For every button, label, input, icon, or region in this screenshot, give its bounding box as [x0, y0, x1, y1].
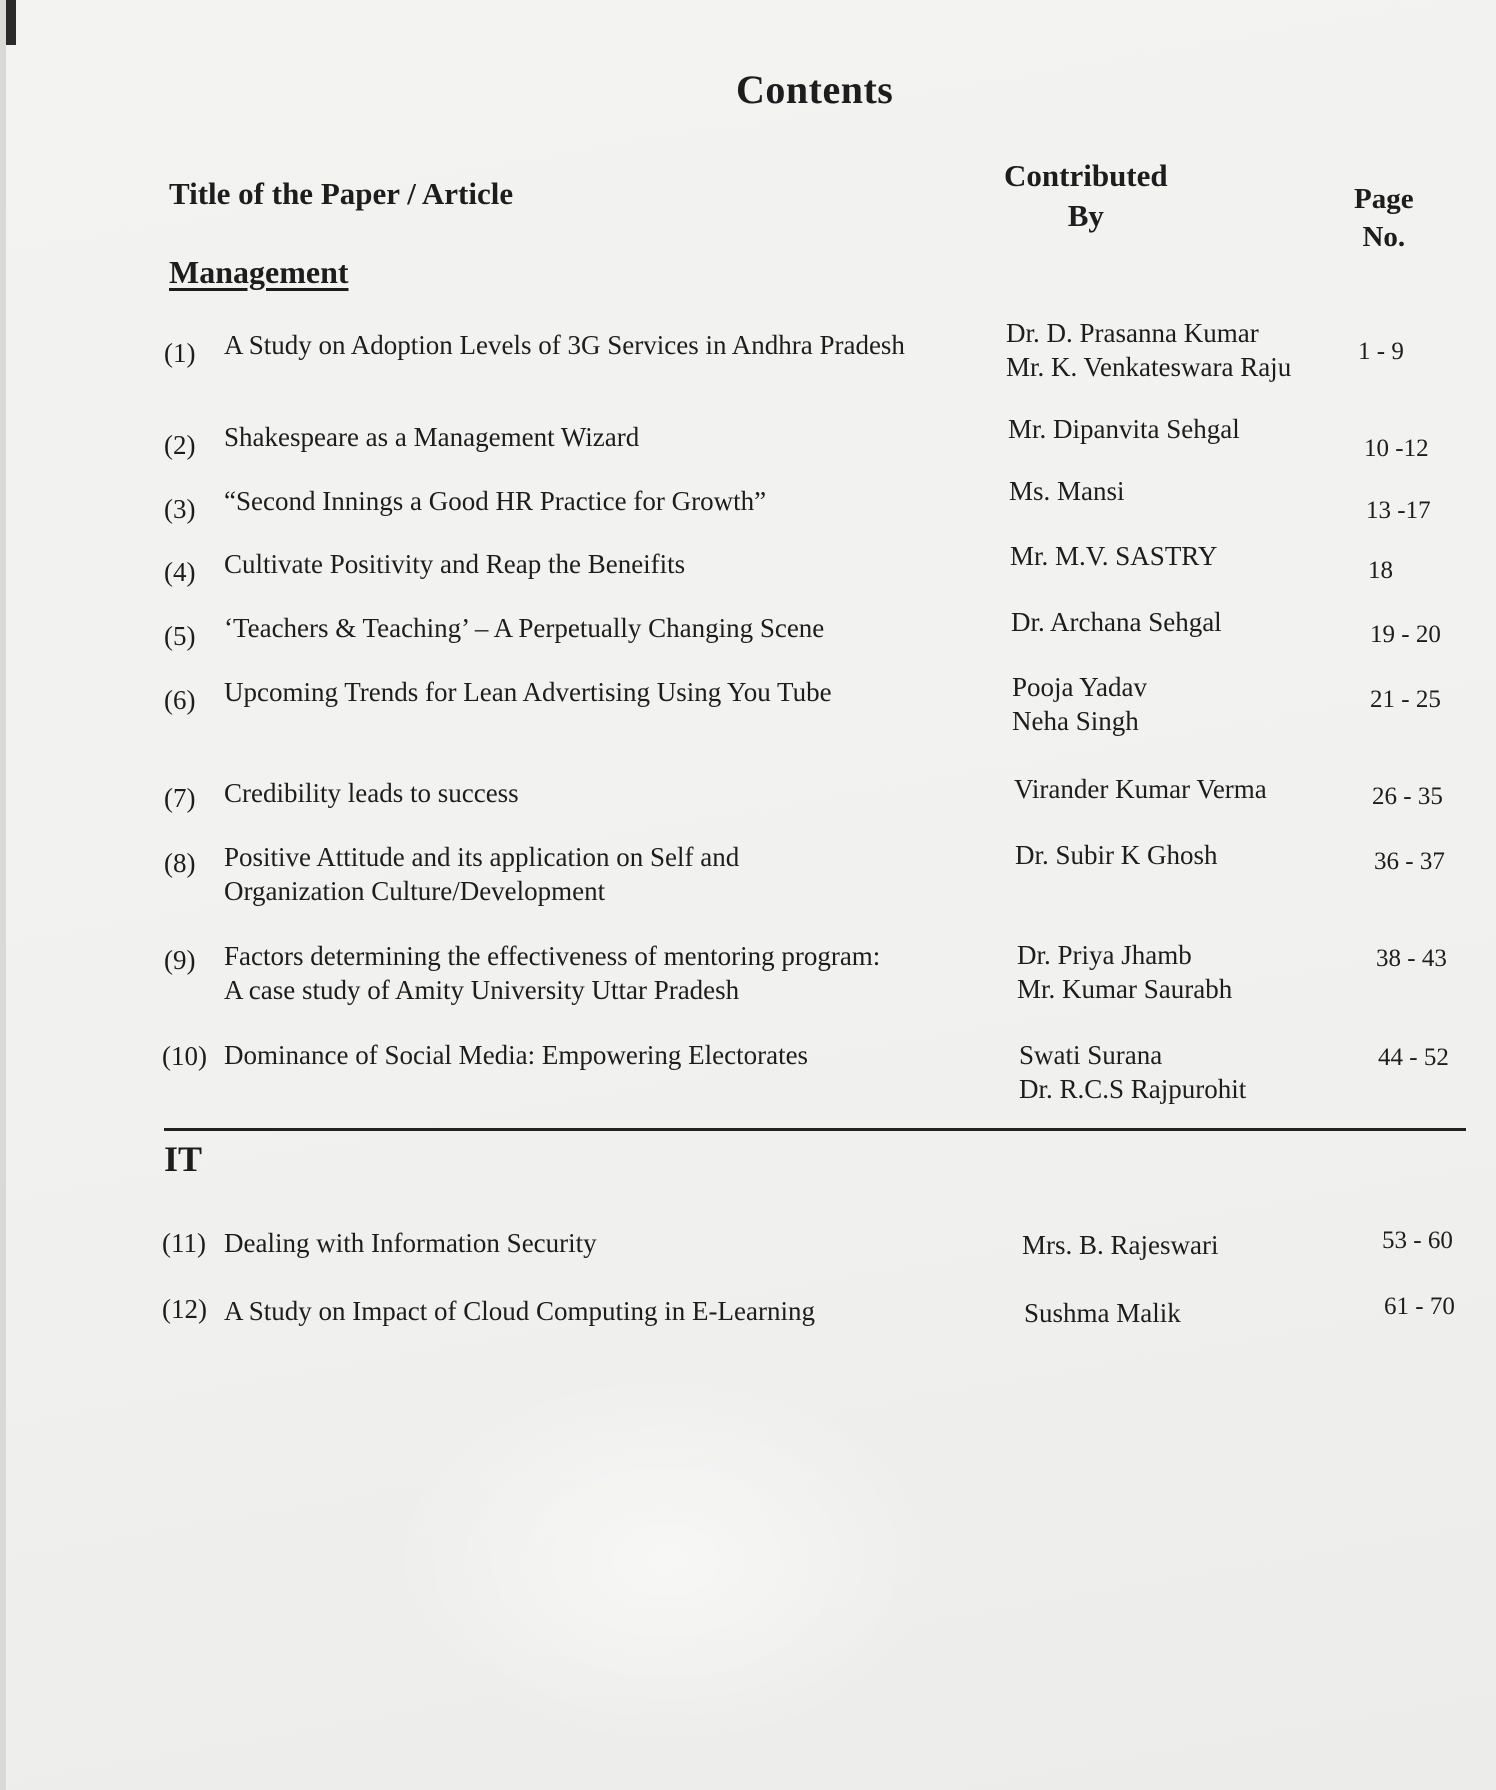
paper-glare	[386, 1370, 946, 1750]
entry-author: Mr. M.V. SASTRY	[1010, 541, 1218, 571]
entry-pages: 61 - 70	[1384, 1293, 1455, 1320]
page-title: Contents	[736, 67, 894, 112]
entry-title: Positive Attitude and its application on Self and	[224, 842, 740, 872]
entry-title: Dealing with Information Security	[224, 1228, 597, 1258]
entry-author: Mrs. B. Rajeswari	[1022, 1230, 1219, 1260]
section-divider	[164, 1128, 1466, 1131]
entry-title: Cultivate Positivity and Reap the Beneifits	[224, 549, 686, 579]
column-header-contributed	[1004, 156, 1168, 236]
entry-pages: 1 - 9	[1358, 338, 1404, 365]
entry-title-continued: Organization Culture/Development	[224, 876, 606, 906]
entry-pages: 36 - 37	[1374, 848, 1445, 875]
entry-pages: 26 - 35	[1372, 783, 1443, 810]
entry-title: ‘Teachers & Teaching’ – A Perpetually Changing Scene	[224, 613, 825, 643]
entry-number: (11)	[162, 1228, 206, 1258]
entry-author: Sushma Malik	[1024, 1298, 1181, 1328]
section-heading-management: Management	[169, 254, 349, 290]
entry-number: (2)	[164, 430, 196, 460]
entry-title: “Second Innings a Good HR Practice for Growth”	[224, 486, 767, 516]
entry-author: Neha Singh	[1012, 706, 1139, 736]
entry-author: Pooja Yadav	[1012, 672, 1148, 702]
entry-number: (1)	[164, 338, 196, 368]
entry-number: (9)	[164, 945, 196, 975]
entry-author: Ms. Mansi	[1009, 476, 1125, 506]
entry-pages: 44 - 52	[1378, 1044, 1449, 1071]
entry-pages: 21 - 25	[1370, 686, 1441, 713]
entry-title-continued: A case study of Amity University Uttar Pradesh	[224, 975, 740, 1005]
entry-number: (10)	[162, 1041, 207, 1071]
entry-number: (4)	[164, 557, 196, 587]
entry-author: Dr. R.C.S Rajpurohit	[1019, 1074, 1247, 1104]
entry-number: (7)	[164, 783, 196, 813]
page-line2: No.	[1362, 221, 1406, 253]
entry-pages: 18	[1368, 557, 1393, 584]
entry-number: (8)	[164, 848, 196, 878]
entry-pages: 53 - 60	[1382, 1227, 1453, 1254]
scan-edge	[6, 0, 16, 45]
entry-author: Mr. Kumar Saurabh	[1017, 974, 1233, 1004]
contributed-line1: Contributed	[1004, 158, 1168, 193]
section-heading-it: IT	[164, 1139, 203, 1179]
page-line1: Page	[1354, 183, 1414, 215]
entry-title: A Study on Adoption Levels of 3G Services in Andhra Pradesh	[224, 330, 905, 360]
entry-author: Dr. D. Prasanna Kumar	[1006, 318, 1259, 348]
entry-title: Factors determining the effectiveness of mentoring program:	[224, 941, 881, 971]
entry-author: Dr. Archana Sehgal	[1011, 607, 1222, 637]
entry-pages: 19 - 20	[1370, 621, 1441, 648]
entry-pages: 38 - 43	[1376, 945, 1447, 972]
column-header-title: Title of the Paper / Article	[169, 176, 514, 211]
entry-title: Credibility leads to success	[224, 778, 519, 808]
entry-author: Dr. Priya Jhamb	[1017, 940, 1192, 970]
entry-pages: 10 -12	[1364, 435, 1429, 462]
entry-author: Swati Surana	[1019, 1040, 1163, 1070]
entry-pages: 13 -17	[1366, 497, 1431, 524]
entry-number: (6)	[164, 685, 196, 715]
entry-author: Virander Kumar Verma	[1014, 774, 1267, 804]
column-header-page	[1354, 180, 1414, 256]
entry-title: A Study on Impact of Cloud Computing in E-Learning	[224, 1296, 815, 1326]
entry-title: Upcoming Trends for Lean Advertising Using You Tube	[224, 677, 832, 707]
entry-number: (3)	[164, 494, 196, 524]
entry-author: Mr. K. Venkateswara Raju	[1006, 352, 1292, 382]
entry-author: Dr. Subir K Ghosh	[1015, 840, 1218, 870]
document-page	[6, 0, 1496, 1790]
entry-title: Shakespeare as a Management Wizard	[224, 422, 640, 452]
entry-title: Dominance of Social Media: Empowering Electorates	[224, 1040, 809, 1070]
contributed-line2: By	[1067, 198, 1104, 233]
entry-number: (5)	[164, 621, 196, 651]
entry-number: (12)	[162, 1294, 207, 1324]
entry-author: Mr. Dipanvita Sehgal	[1008, 414, 1240, 444]
